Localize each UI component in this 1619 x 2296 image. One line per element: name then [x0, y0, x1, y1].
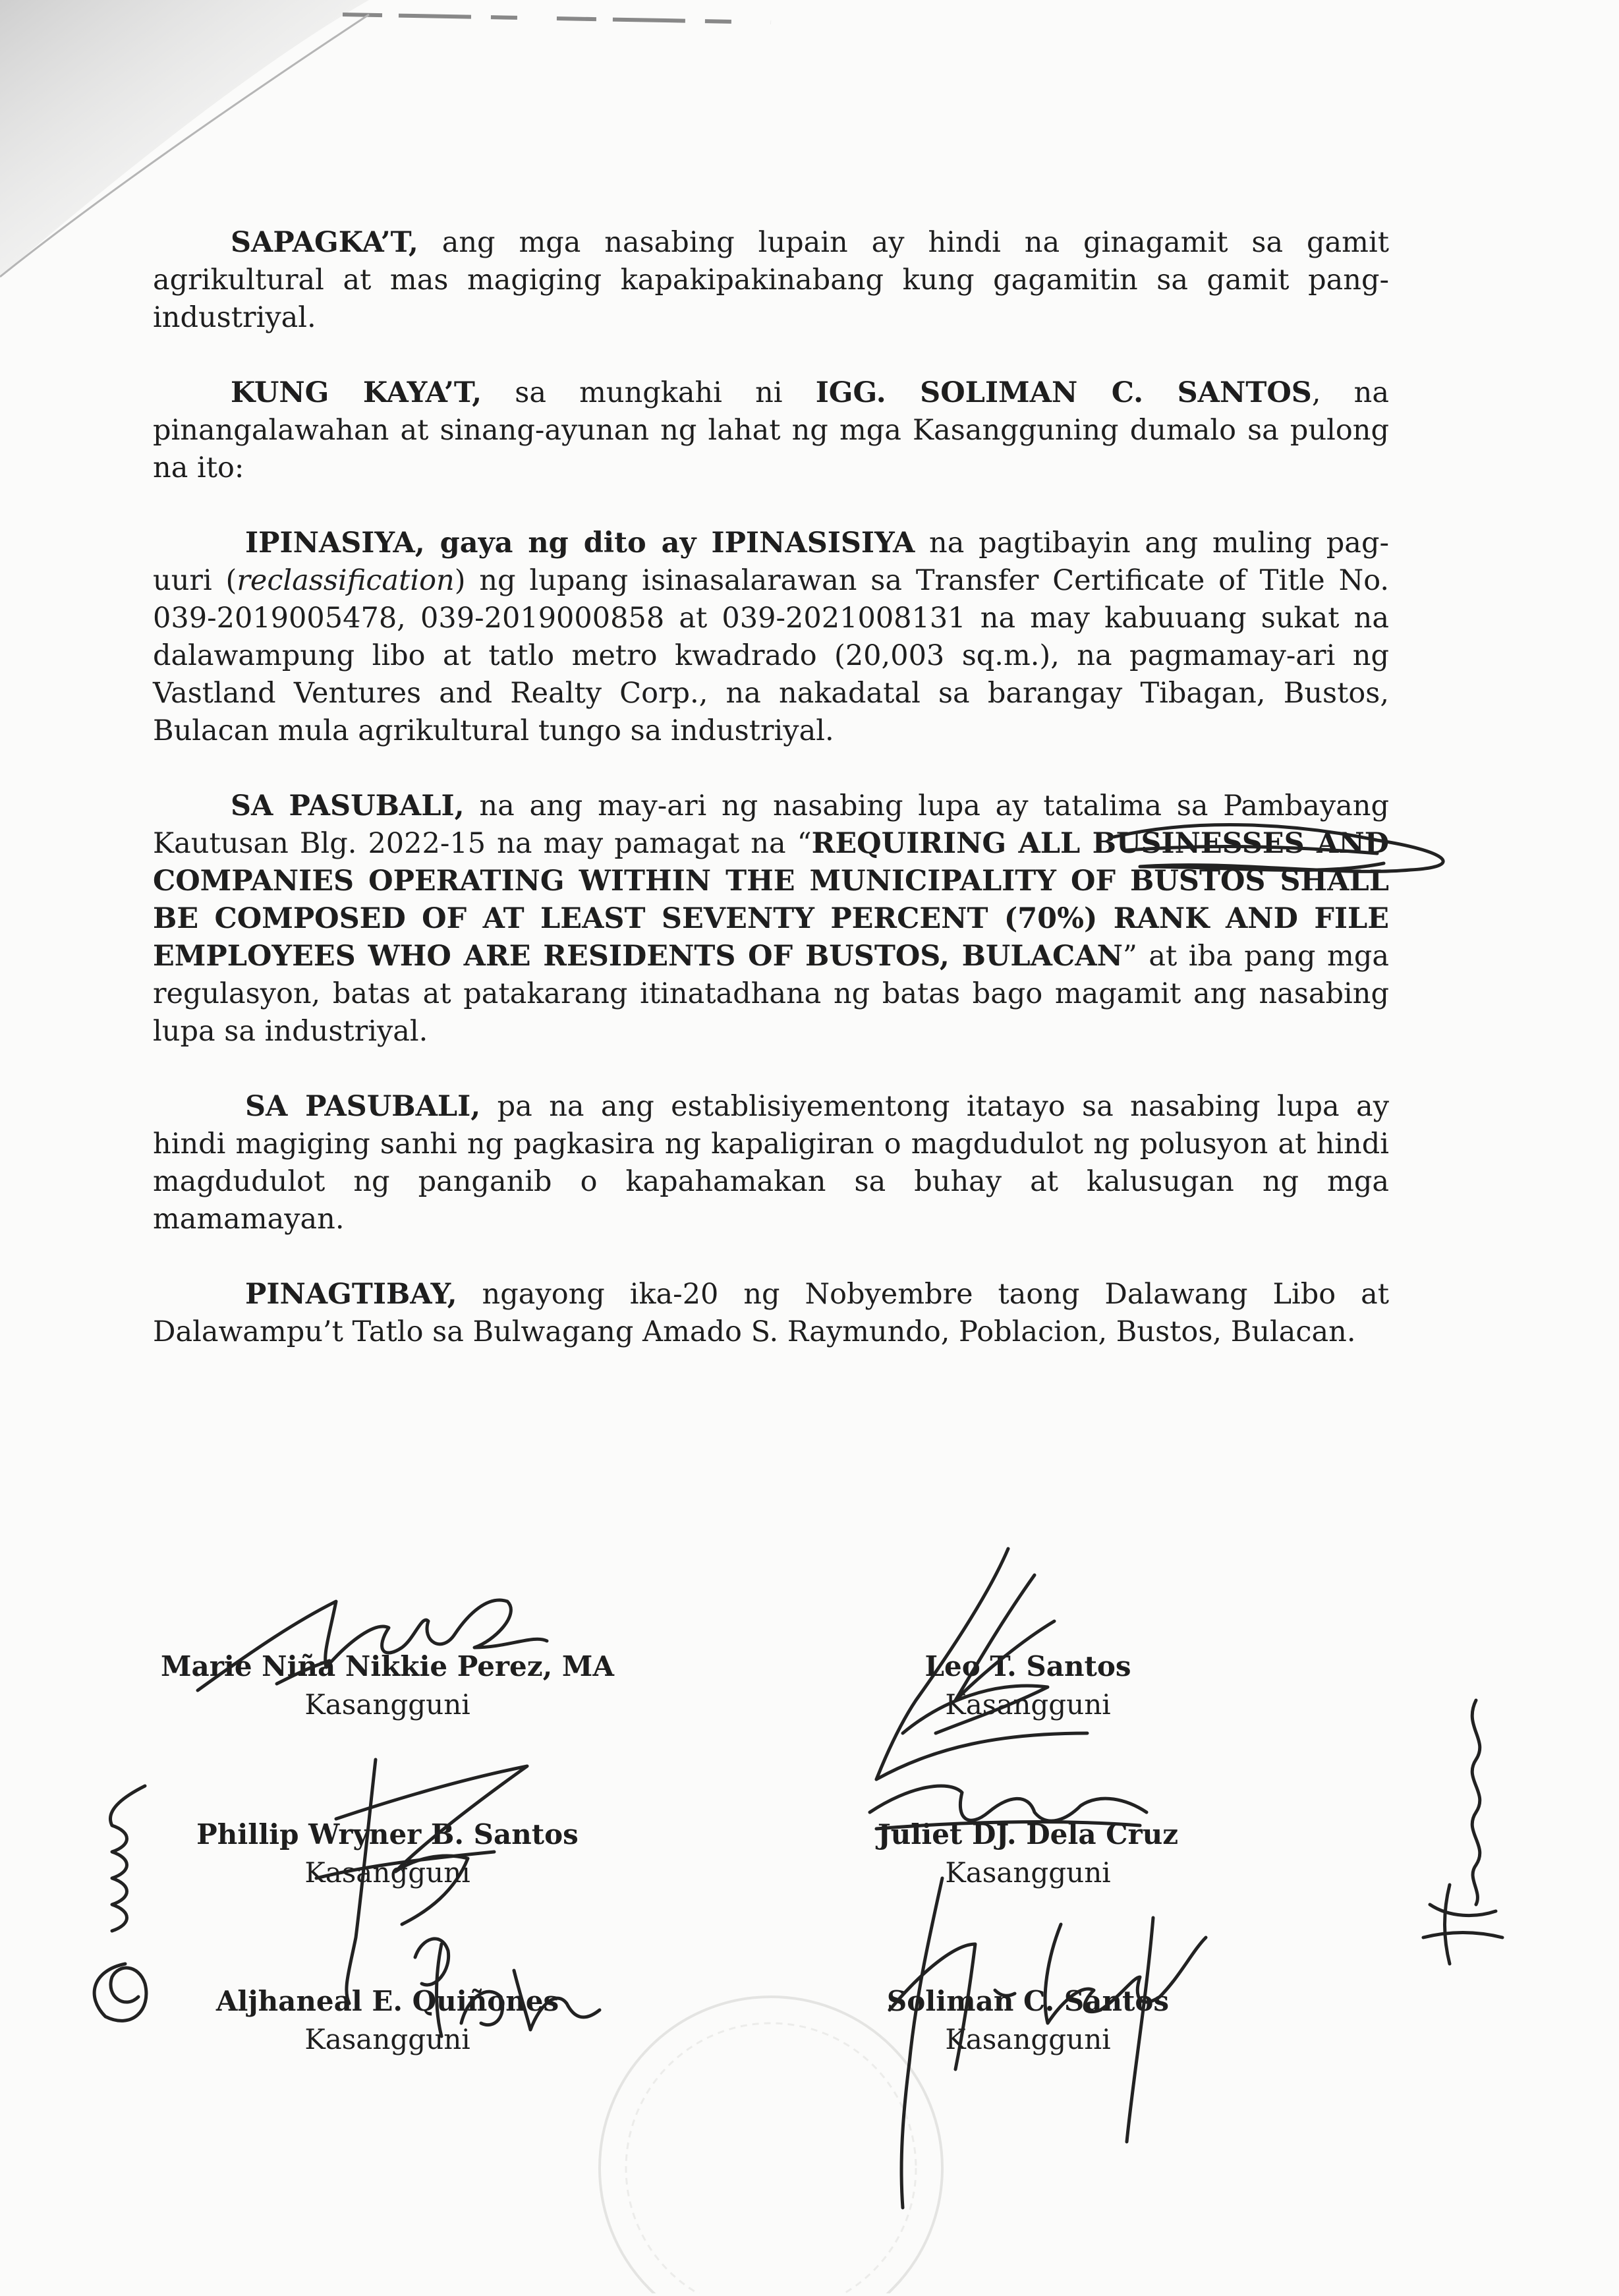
signatory-name: Marie Niña Nikkie Perez, MA: [161, 1650, 614, 1682]
signatory-title: Kasangguni: [945, 1856, 1111, 1889]
margin-signature-right: [1404, 1687, 1522, 1977]
signatory-name: Juliet DJ. Dela Cruz: [877, 1818, 1179, 1851]
signatory-name: Aljhaneal E. Quiñones: [215, 1985, 559, 2017]
signatory-name: Phillip Wryner B. Santos: [196, 1818, 579, 1851]
provided-paragraph-2: SA PASUBALI, pa na ang establisiyementong itatayo sa nasabing lupa ay hindi magiging sanhi ng pagkasira ng kapaligiran o magdudulot ng polusyon at hindi magdudulot ng panganib o kapahamakan sa buhay at kalusugan ng mga mamamayan.: [153, 1090, 1389, 1236]
approved-paragraph: PINAGTIBAY, ngayong ika-20 ng Nobyembre taong Dalawang Libo at Dalawampu’t Tatlo sa Bulwagang Amado S. Raymundo, Poblacion, Bustos, Bulacan.: [153, 1278, 1389, 1348]
provided-paragraph-1: SA PASUBALI, na ang may-ari ng nasabing lupa ay tatalima sa Pambayang Kautusan Blg. 2022-15 na may pamagat na “REQUIRING ALL BUSINESSES AND COMPANIES OPERATING WITHIN THE MUNICIPALITY OF BUSTOS SHALL BE COMPOSED OF AT LEAST SEVENTY PERCENT (70%) RANK AND FILE EMPLOYEES WHO ARE RESIDENTS OF BUSTOS, BULACAN” at iba pang mga regulasyon, batas at patakarang itinatadhana ng batas bago magamit ang nasabing lupa sa industriyal.: [153, 789, 1389, 1048]
resolved-paragraph: IPINASIYA, gaya ng dito ay IPINASISIYA na pagtibayin ang muling pag-uuri (reclassification) ng lupang isinasalarawan sa Transfer Certificate of Title No. 039-2019005478, 039-2019000858 at 039-2021008131 na may kabuuang sukat na dalawampung libo at tatlo metro kwadrado (20,003 sq.m.), na pagmamay-ari ng Vastland Ventures and Realty Corp., na nakadatal sa barangay Tibagan, Bustos, Bulacan mula agrikultural tungo sa industriyal.: [153, 527, 1389, 747]
margin-initial-stroke: [1100, 804, 1469, 896]
signatory-name: Soliman C. Santos: [886, 1985, 1170, 2017]
signature-quinones: [415, 1931, 613, 2043]
margin-signature-left: [66, 1773, 165, 2036]
signatory-title: Kasangguni: [945, 1688, 1111, 1721]
signature-dela-cruz: [857, 1766, 1160, 1852]
signatory-title: Kasangguni: [304, 1688, 470, 1721]
signature-soliman-santos: [863, 1865, 1232, 2221]
signatory-name: Leo T. Santos: [924, 1650, 1131, 1682]
wherefore-paragraph: KUNG KAYA’T, sa mungkahi ni IGG. SOLIMAN C. SANTOS, na pinangalawahan at sinang-ayunan ng lahat ng mga Kasangguning dumalo sa pulong na ito:: [153, 376, 1389, 484]
signatory-title: Kasangguni: [304, 2023, 470, 2055]
signature-perez: [178, 1575, 573, 1713]
signature-leo-santos: [837, 1535, 1114, 1799]
signatory-title: Kasangguni: [304, 1856, 470, 1889]
signatory-title: Kasangguni: [945, 2023, 1111, 2055]
whereas-paragraph: SAPAGKA’T, ang mga nasabing lupain ay hindi na ginagamit sa gamit agrikultural at mas magiging kapakipakinabang kung gagamitin sa gamit pang-industriyal.: [153, 226, 1389, 334]
